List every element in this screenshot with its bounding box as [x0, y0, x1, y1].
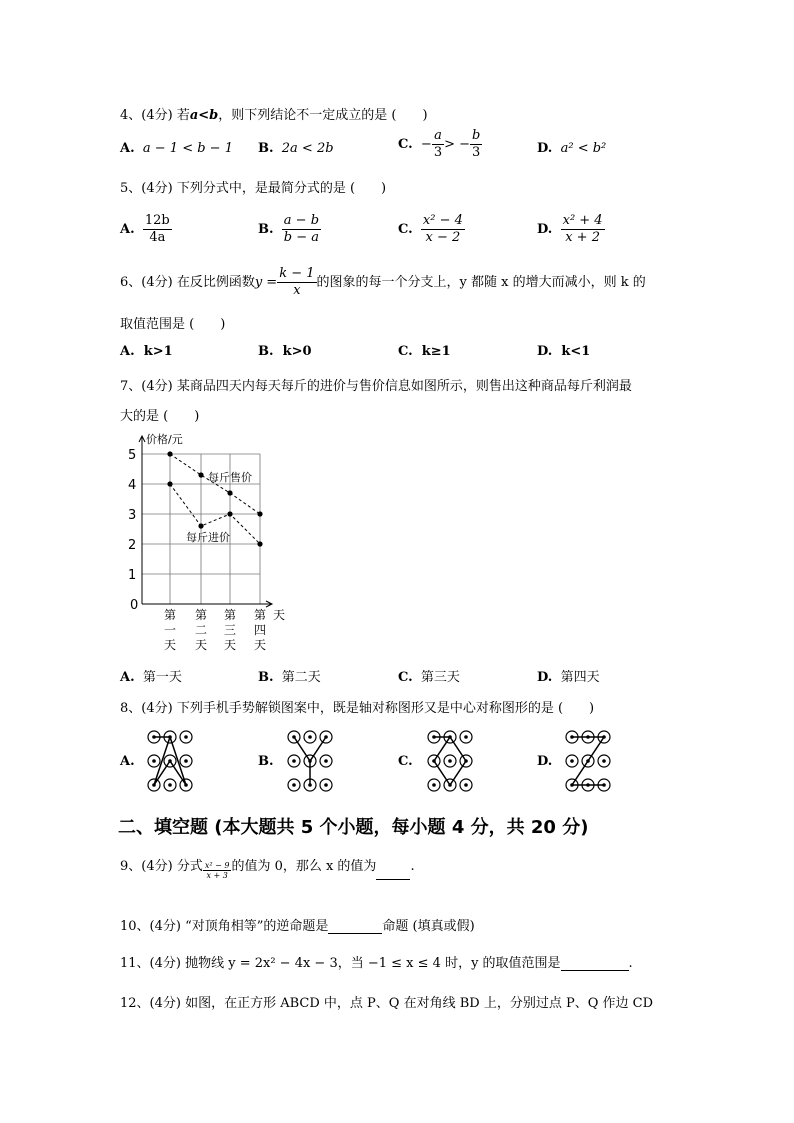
fraction — [432, 128, 444, 161]
unlock-dot-center — [448, 759, 452, 763]
q8-pattern-c — [420, 727, 480, 797]
option-label: A. — [120, 222, 135, 237]
q6-function: y = — [254, 275, 278, 290]
option-text: 第三天 — [420, 670, 460, 685]
q7-stem-a: 7、(4分) 某商品四天内每天每斤的进价与售价信息如图所示，则售出这种商品每斤利润最 — [120, 379, 632, 394]
q8-option-b-label[interactable]: B. — [258, 754, 274, 769]
x-tick-label: 一 — [164, 623, 177, 637]
data-point — [257, 511, 262, 516]
fraction-numerator: b — [472, 128, 481, 143]
q10-stem — [120, 915, 475, 934]
q4-stem-b: ，则下列结论不一定成立的是 ( ) — [218, 108, 428, 123]
option-label: D. — [537, 141, 553, 156]
option-label: D. — [537, 222, 553, 237]
q5-stem: 5、(4分) 下列分式中，是最简分式的是 ( ) — [120, 181, 387, 196]
answer-blank[interactable] — [328, 921, 382, 934]
option-text: 第四天 — [560, 670, 600, 685]
q7-option-b[interactable] — [258, 666, 321, 685]
option-text: 第二天 — [281, 670, 321, 685]
y-axis-title: 价格/元 — [146, 433, 183, 446]
option-label: C. — [398, 670, 413, 685]
q4-condition: a<b — [189, 108, 219, 123]
q9-stem — [120, 855, 415, 880]
q6-stem — [120, 266, 646, 299]
option-label: C. — [398, 344, 413, 359]
answer-blank[interactable] — [376, 867, 410, 880]
x-tick-label: 天 — [254, 638, 267, 652]
option-text: k>1 — [143, 344, 173, 359]
q7-option-d[interactable] — [537, 666, 600, 685]
q7-stem-b: 大的是 ( ) — [120, 409, 200, 424]
fraction — [277, 266, 316, 299]
unlock-dot-center — [324, 783, 328, 787]
x-axis-title: 天 — [273, 608, 286, 622]
q6-option-a[interactable] — [120, 344, 173, 359]
option-label: B. — [258, 222, 274, 237]
q4-stem-a: 4、(4分) 若 — [120, 108, 190, 123]
data-point — [198, 523, 203, 528]
option-text: > − — [444, 137, 471, 152]
option-label: A. — [120, 344, 135, 359]
fraction-denominator: x — [293, 283, 301, 298]
fraction-denominator: 3 — [433, 145, 443, 160]
q5-option-b[interactable] — [258, 213, 321, 246]
option-label: B. — [258, 344, 274, 359]
unlock-dot-center — [432, 783, 436, 787]
unlock-dot-center — [292, 759, 296, 763]
x-tick-label: 天 — [224, 638, 237, 652]
x-tick-label: 第 — [195, 608, 208, 622]
q9-stem-b: 的值为 0，那么 x 的值为 — [231, 859, 377, 874]
fraction-numerator: a − b — [283, 213, 320, 228]
option-label: A. — [120, 670, 135, 685]
unlock-dot-center — [292, 783, 296, 787]
unlock-dot-center — [464, 735, 468, 739]
y-tick-label: 1 — [128, 568, 137, 583]
q6-stem-b: 的图象的每一个分支上，y 都随 x 的增大而减小，则 k 的 — [316, 275, 646, 290]
option-text: k>0 — [282, 344, 312, 359]
unlock-dot-center — [184, 735, 188, 739]
data-point — [198, 472, 203, 477]
fraction — [470, 128, 482, 161]
series-label: 每斤进价 — [186, 531, 230, 544]
q10-stem-b: 命题 (填真或假) — [382, 919, 475, 934]
q9-end: . — [410, 859, 415, 874]
data-point — [167, 451, 172, 456]
q4-option-b[interactable] — [258, 141, 334, 156]
fraction — [282, 213, 321, 246]
q4-option-d[interactable] — [537, 141, 606, 156]
data-point — [167, 481, 172, 486]
q6-stem-a: 6、(4分) 在反比例函数 — [120, 275, 255, 290]
x-tick-label: 天 — [195, 638, 208, 652]
q5-option-c[interactable] — [398, 213, 465, 246]
fraction-numerator: x² − 4 — [422, 213, 463, 228]
q12-stem: 12、(4分) 如图，在正方形 ABCD 中，点 P、Q 在对角线 BD 上，分别过点 P、Q 作边 CD — [120, 996, 653, 1011]
q8-stem: 8、(4分) 下列手机手势解锁图案中，既是轴对称图形又是中心对称图形的是 ( ) — [120, 701, 595, 716]
q9-stem-a: 9、(4分) 分式 — [120, 859, 203, 874]
q8-option-c-label[interactable]: C. — [398, 754, 413, 769]
q8-pattern-a — [140, 727, 200, 797]
y-tick-label: 2 — [128, 538, 137, 553]
fraction-numerator: a — [432, 128, 444, 145]
option-label: B. — [258, 141, 274, 156]
fraction-denominator: 4a — [149, 230, 166, 245]
q8-pattern-d — [558, 727, 618, 797]
y-tick-label: 4 — [128, 478, 137, 493]
fraction — [421, 213, 465, 246]
unlock-dot-center — [324, 759, 328, 763]
q6-stem-c: 取值范围是 ( ) — [120, 317, 226, 332]
fraction-denominator: x − 2 — [425, 230, 461, 245]
q11-end: . — [628, 956, 633, 971]
fraction-numerator: x² − 9 — [204, 861, 230, 870]
fraction-numerator: x² + 4 — [562, 213, 603, 228]
section-title: 二、填空题 (本大题共 5 个小题，每小题 4 分，共 20 分) — [118, 817, 589, 838]
data-point — [227, 490, 232, 495]
fraction — [143, 213, 172, 246]
option-text: 第一天 — [142, 670, 182, 685]
q4-option-c[interactable] — [398, 128, 482, 161]
series-label: 每斤售价 — [208, 471, 252, 484]
unlock-dot-center — [570, 759, 574, 763]
fraction-denominator: b − a — [283, 230, 320, 245]
unlock-dot-center — [152, 759, 156, 763]
fraction — [561, 213, 605, 246]
q6-option-b[interactable] — [258, 344, 312, 359]
data-point — [257, 541, 262, 546]
y-tick-label: 0 — [130, 598, 139, 613]
x-tick-label: 二 — [195, 623, 208, 637]
fraction — [203, 861, 232, 880]
chart-axes — [139, 436, 272, 607]
option-text: k≥1 — [421, 344, 451, 359]
q8-option-d-label[interactable]: D. — [537, 754, 553, 769]
option-label: B. — [258, 670, 274, 685]
unlock-dot-center — [602, 759, 606, 763]
x-tick-label: 第 — [224, 608, 237, 622]
unlock-dot-center — [464, 783, 468, 787]
q8-option-a-label[interactable]: A. — [120, 754, 135, 769]
option-label: D. — [537, 344, 553, 359]
option-label: C. — [398, 137, 413, 152]
answer-blank[interactable] — [561, 958, 629, 971]
price-chart — [118, 428, 293, 653]
x-tick-label: 四 — [254, 623, 267, 637]
q6-option-c[interactable] — [398, 344, 451, 359]
option-label: C. — [398, 222, 413, 237]
x-tick-label: 天 — [164, 638, 177, 652]
option-label: D. — [537, 670, 553, 685]
q10-stem-a: 10、(4分) “对顶角相等”的逆命题是 — [120, 919, 329, 934]
x-tick-label: 三 — [224, 623, 237, 637]
x-tick-label: 第 — [254, 608, 267, 622]
fraction-numerator: 12b — [144, 213, 170, 228]
option-text: − — [420, 137, 432, 152]
fraction-denominator: 3 — [472, 145, 481, 160]
q6-option-d[interactable] — [537, 344, 590, 359]
q11-stem-a: 11、(4分) 抛物线 y = 2x² − 4x − 3，当 −1 ≤ x ≤ 4 时，y 的取值范围是 — [120, 956, 561, 971]
option-label: A. — [120, 141, 135, 156]
fraction-denominator: x + 2 — [565, 230, 600, 245]
unlock-dot-center — [168, 783, 172, 787]
fraction-denominator: x + 3 — [206, 871, 228, 880]
q11-stem — [120, 952, 633, 971]
x-tick-label: 第 — [164, 608, 177, 622]
q5-option-a[interactable] — [120, 213, 172, 246]
data-point — [227, 511, 232, 516]
option-text: k<1 — [561, 344, 591, 359]
unlock-dot-center — [184, 759, 188, 763]
option-text: 2a < 2b — [281, 141, 334, 156]
fraction-numerator: k − 1 — [279, 266, 315, 281]
q5-option-d[interactable] — [537, 213, 605, 246]
unlock-dot-center — [308, 735, 312, 739]
q8-pattern-b — [280, 727, 340, 797]
q7-option-a[interactable] — [120, 666, 182, 685]
option-text: a² < b² — [560, 141, 607, 156]
q4-option-a[interactable] — [120, 141, 233, 156]
q7-option-c[interactable] — [398, 666, 460, 685]
option-text: a − 1 < b − 1 — [142, 141, 233, 156]
q4-stem — [120, 104, 428, 123]
y-tick-label: 3 — [128, 508, 137, 523]
y-tick-label: 5 — [128, 448, 137, 463]
